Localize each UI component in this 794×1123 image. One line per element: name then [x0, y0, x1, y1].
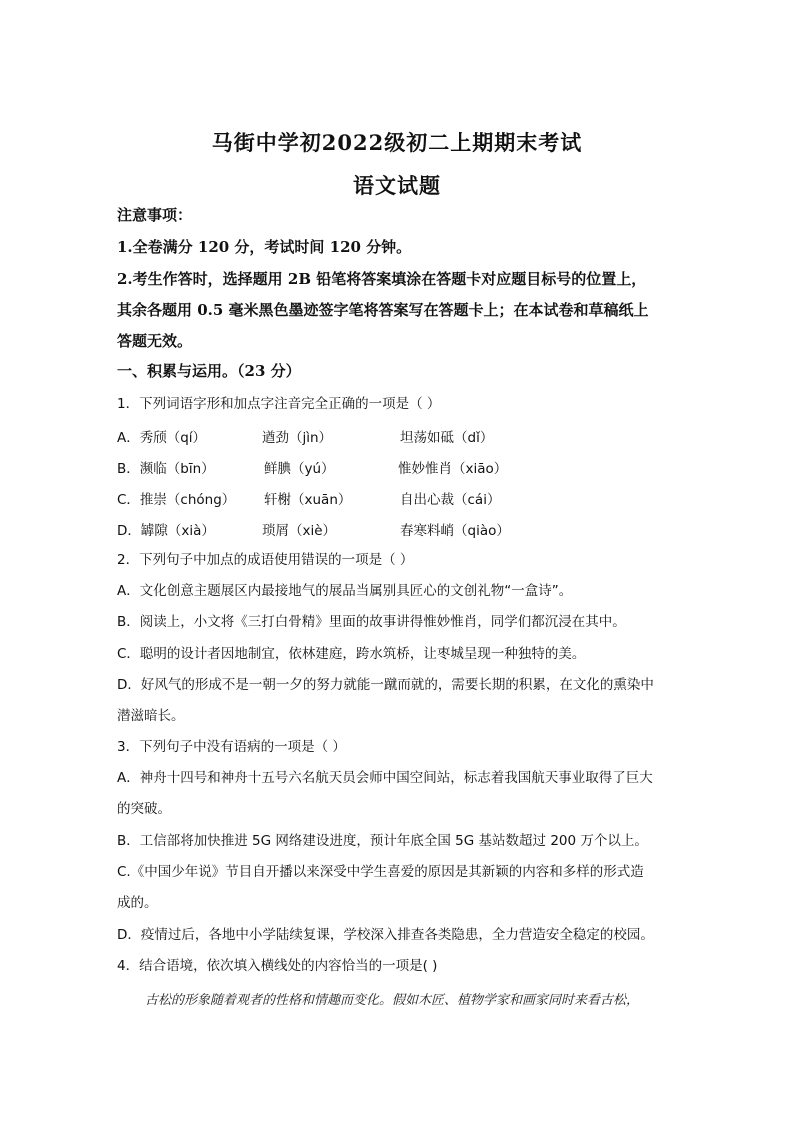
notice-item-2-line-3: 答题无效。: [117, 332, 193, 350]
option-b-word-3: 惟妙惟肖（xiāo）: [398, 461, 508, 477]
option-a-word-1: A．秀颀（qí）: [117, 430, 207, 446]
question-1-stem: 1．下列词语字形和加点字注音完全正确的一项是（ ）: [117, 396, 441, 412]
question-3-option-d: D．疫情过后，各地中小学陆续复课，学校深入排查各类隐患，全力营造安全稳定的校园。: [117, 927, 654, 943]
question-3-option-b: B．工信部将加快推进 5G 网络建设进度，预计年底全国 5G 基站数超过 200 万个以上。: [117, 833, 648, 849]
option-d-word-1: D．罅隙（xià）: [117, 523, 215, 539]
question-4-passage: 古松的形象随着观者的性格和情趣而变化。假如木匠、植物学家和画家同时来看古松，: [145, 993, 640, 1008]
notice-item-2-line-2: 其余各题用 0.5 毫米黑色墨迹签字笔将答案写在答题卡上；在本试卷和草稿纸上: [117, 301, 649, 319]
exam-subtitle: 语文试题: [353, 173, 441, 198]
section-1-heading: 一、积累与运用。（23 分）: [117, 362, 301, 380]
option-a-word-2: 遒劲（jìn）: [262, 430, 333, 446]
option-c-word-1: C．推崇（chóng）: [117, 492, 236, 508]
exam-title: 马街中学初2022级初二上期期末考试: [211, 130, 583, 155]
question-2-option-c: C．聪明的设计者因地制宜，依林建庭，跨水筑桥，让枣城呈现一种独特的美。: [117, 646, 586, 662]
option-a-word-3: 坦荡如砥（dǐ）: [400, 430, 494, 446]
question-4-stem: 4．结合语境，依次填入横线处的内容恰当的一项是( ): [117, 958, 438, 974]
option-b-word-1: B．濒临（bīn）: [117, 461, 215, 477]
question-2-option-b: B．阅读上，小文将《三打白骨精》里面的故事讲得惟妙惟肖，同学们都沉浸在其中。: [117, 614, 626, 630]
option-b-word-2: 鲜腆（yú）: [264, 461, 335, 477]
question-3-option-c-line-2: 成的。: [117, 895, 158, 911]
option-d-word-2: 琐屑（xiè）: [262, 523, 337, 539]
option-c-word-2: 轩榭（xuān）: [264, 492, 352, 508]
notice-heading: 注意事项：: [117, 206, 193, 224]
question-3-option-a-line-2: 的突破。: [117, 801, 171, 817]
question-2-option-d-line-2: 潜滋暗长。: [117, 708, 185, 724]
question-2-stem: 2．下列句子中加点的成语使用错误的一项是（ ）: [117, 552, 414, 568]
notice-item-2-line-1: 2.考生作答时，选择题用 2B 铅笔将答案填涂在答题卡对应题目标号的位置上，: [117, 270, 647, 288]
question-3-option-c-line-1: C.《中国少年说》节目自开播以来深受中学生喜爱的原因是其新颖的内容和多样的形式造: [117, 864, 644, 880]
question-2-option-d-line-1: D．好风气的形成不是一朝一夕的努力就能一蹴而就的，需要长期的积累，在文化的熏染中: [117, 677, 654, 693]
option-d-word-3: 春寒料峭（qiào）: [400, 523, 510, 539]
option-c-word-3: 自出心裁（cái）: [400, 492, 501, 508]
question-2-option-a: A．文化创意主题展区内最接地气的展品当属别具匠心的文创礼物“一盒诗”。: [117, 583, 573, 599]
question-3-stem: 3．下列句子中没有语病的一项是（ ）: [117, 739, 346, 755]
question-3-option-a-line-1: A．神舟十四号和神舟十五号六名航天员会师中国空间站，标志着我国航天事业取得了巨大: [117, 770, 653, 786]
notice-item-1: 1.全卷满分 120 分，考试时间 120 分钟。: [117, 238, 412, 256]
